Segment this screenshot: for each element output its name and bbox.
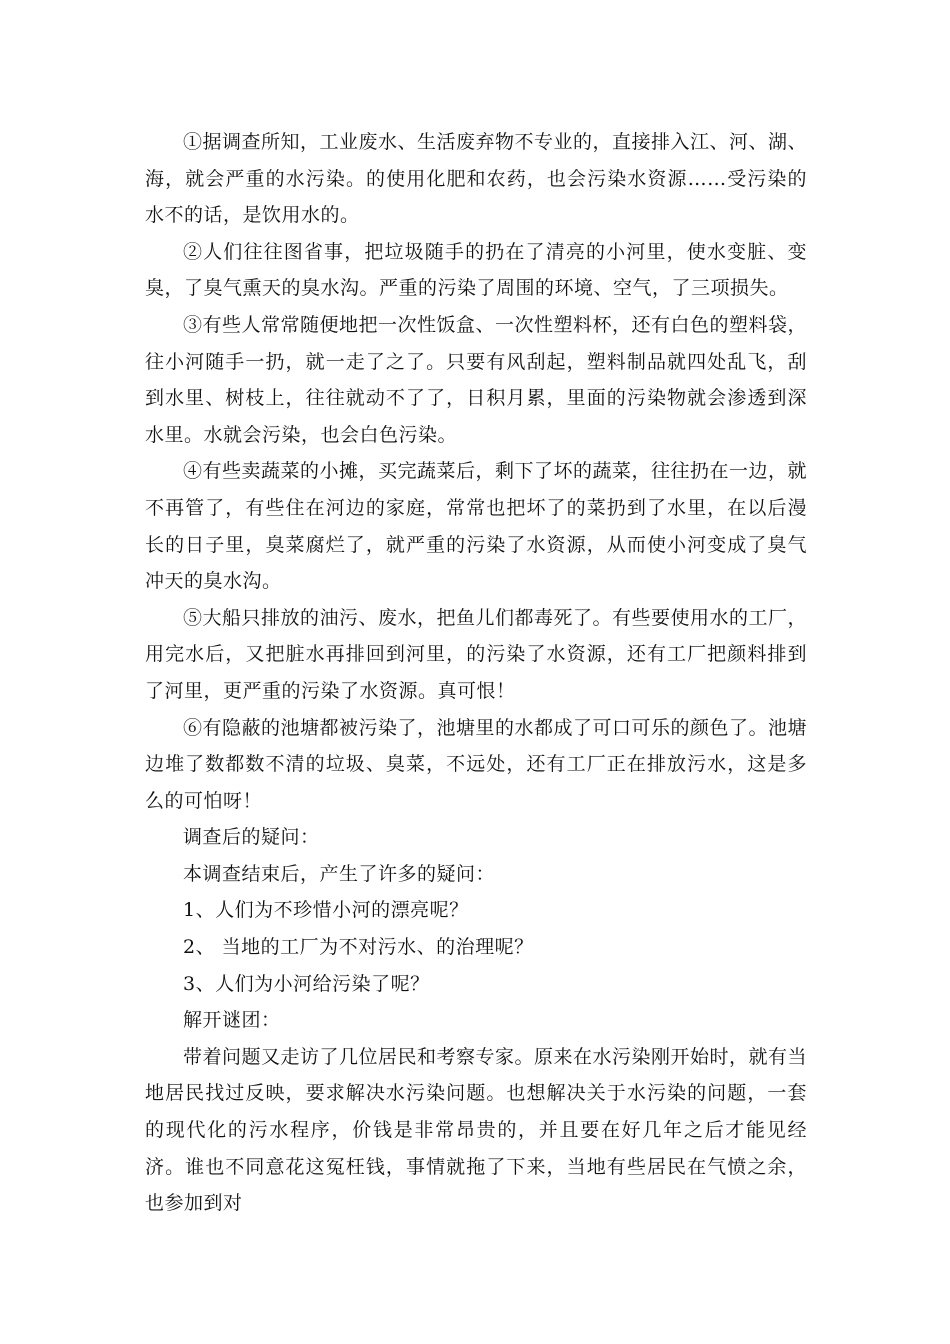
- section-heading-questions: 调查后的疑问：: [183, 826, 320, 849]
- list-item-question-2: 2、 当地的工厂为不对污水、的治理呢？: [183, 936, 534, 959]
- paragraph-survey-3: ③有些人常常随便地把一次性饭盒、一次性塑料杯，还有白色的塑料袋，往小河随手一扔，就一走了之了。只要有风刮起，塑料制品就四处乱飞，刮到水里、树枝上，往往就动不了了，日积月累，里面的污染物就会渗透到深水里。水就会污染，也会白色污染。: [145, 313, 808, 446]
- section-heading-answers: 解开谜团：: [183, 1009, 281, 1032]
- list-item-question-3: 3、人们为小河给污染了呢？: [183, 972, 430, 995]
- paragraph-survey-4: ④有些卖蔬菜的小摊，买完蔬菜后，剩下了坏的蔬菜，往往扔在一边，就不再管了，有些住在河边的家庭，常常也把坏了的菜扔到了水里，在以后漫长的日子里，臭菜腐烂了，就严重的污染了水资源，从而使小河变成了臭气冲天的臭水沟。: [145, 460, 808, 593]
- paragraph-survey-6: ⑥有隐蔽的池塘都被污染了，池塘里的水都成了可口可乐的颜色了。池塘边堆了数都数不清的垃圾、臭菜，不远处，还有工厂正在排放污水，这是多么的可怕呀！: [145, 716, 808, 812]
- paragraph-answers: 带着问题又走访了几位居民和考察专家。原来在水污染刚开始时，就有当地居民找过反映，要求解决水污染问题。也想解决关于水污染的问题，一套的现代化的污水程序，价钱是非常昂贵的，并且要在好几年之后才能见经济。谁也不同意花这冤枉钱，事情就拖了下来，当地有些居民在气愤之余，也参加到对: [145, 1045, 808, 1215]
- paragraph-survey-1: ①据调查所知，工业废水、生活废弃物不专业的，直接排入江、河、湖、海，就会严重的水污染。的使用化肥和农药，也会污染水资源……受污染的水不的话，是饮用水的。: [145, 131, 808, 227]
- paragraph-survey-2: ②人们往往图省事，把垃圾随手的扔在了清亮的小河里，使水变脏、变臭，了臭气熏天的臭水沟。严重的污染了周围的环境、空气，了三项损失。: [145, 240, 807, 300]
- paragraph-survey-5: ⑤大船只排放的油污、废水，把鱼儿们都毒死了。有些要使用水的工厂，用完水后，又把脏水再排回到河里，的污染了水资源，还有工厂把颜料排到了河里，更严重的污染了水资源。真可恨！: [145, 606, 808, 702]
- paragraph-questions-intro: 本调查结束后，产生了许多的疑问：: [183, 862, 496, 885]
- list-item-question-1: 1、人们为不珍惜小河的漂亮呢？: [183, 899, 469, 922]
- document-body: [145, 124, 807, 1222]
